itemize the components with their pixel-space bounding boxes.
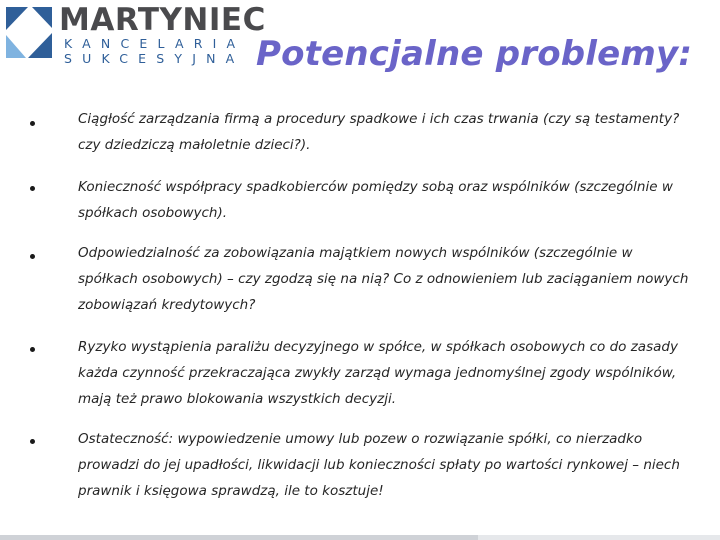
bullet-dot-icon — [30, 121, 35, 126]
logo-name: MARTYNIEC — [59, 2, 266, 38]
bullet-text: Ciągłość zarządzania firmą a procedury spadkowe i ich czas trwania (czy są testamenty? czy dziedziczą małoletnie dzieci?). — [78, 111, 680, 153]
bullet-text: Odpowiedzialność za zobowiązania majątkiem nowych wspólników (szczególnie w spółkach osobowych) – czy zgodzą się na nią? Co z odnowieniem lub zaciąganiem nowych zobowiązań kredytowych? — [78, 245, 689, 313]
bullet-text: Konieczność współpracy spadkobierców pomiędzy sobą oraz wspólników (szczególnie w spółkach osobowych). — [78, 179, 673, 221]
bullet-dot-icon — [30, 439, 35, 444]
slide-title: Potencjalne problemy: — [256, 34, 693, 74]
company-logo — [4, 2, 266, 66]
bullet-dot-icon — [30, 186, 35, 191]
bullet-text: Ryzyko wystąpienia paraliżu decyzyjnego w spółce, w spółkach osobowych co do zasady każda czynność przekraczająca zwykły zarząd wymaga jednomyślnej zgody wspólników, mają też prawo blokowania wszystkich decyzji. — [78, 339, 678, 407]
logo-diamond-icon — [4, 4, 54, 60]
bullet-dot-icon — [30, 254, 35, 259]
footer-bar-left — [0, 535, 478, 540]
footer-bar-right — [478, 535, 720, 540]
bullet-dot-icon — [30, 347, 35, 352]
footer-bar — [0, 535, 720, 540]
logo-subtitle-line2: SUKCESYJNA — [64, 51, 245, 66]
bullet-text: Ostateczność: wypowiedzenie umowy lub pozew o rozwiązanie spółki, co nierzadko prowadzi do jej upadłości, likwidacji lub konieczności spłaty po wartości rynkowej – niech prawnik i księgowa sprawdzą, ile to kosztuje! — [78, 431, 680, 499]
logo-subtitle-line1: KANCELARIA — [64, 36, 246, 51]
